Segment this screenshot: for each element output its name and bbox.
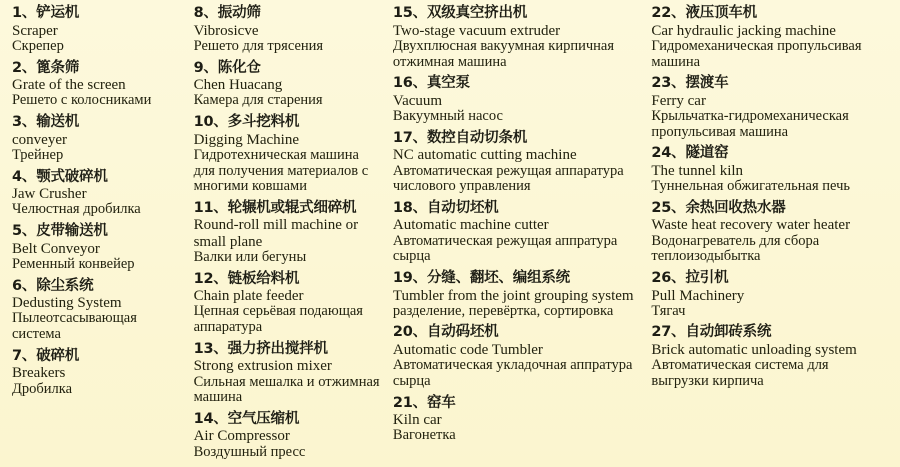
item-title-en: Round-roll mill machine or small plane: [193, 217, 362, 250]
item-title-ru: Решето для трясения: [193, 37, 324, 54]
list-item: [12, 349, 182, 398]
item-title-zh: 25、余热回收热水器: [651, 199, 786, 216]
list-item: [194, 61, 381, 110]
item-title-zh: 3、输送机: [12, 114, 80, 130]
list-item: [393, 76, 639, 125]
list-item: [393, 325, 639, 389]
item-title-zh: 5、皮带输送机: [12, 223, 108, 239]
item-title-ru: Вакуумный насос: [392, 108, 503, 124]
list-column-3: [387, 6, 645, 450]
list-item: [651, 271, 888, 320]
list-column-1: [6, 6, 188, 403]
list-item: [393, 6, 639, 70]
item-title-en: The tunnel kiln: [651, 162, 744, 179]
item-title-en: Ferry car: [651, 92, 706, 109]
list-column-2: [188, 6, 387, 466]
list-item: [12, 170, 182, 219]
item-title-ru: Автоматическая укладочная аппратура сырца: [392, 357, 637, 389]
item-title-zh: 22、液压顶车机: [651, 5, 757, 21]
item-title-en: Chain plate feeder: [193, 288, 304, 305]
item-title-zh: 8、振动筛: [193, 5, 261, 21]
item-title-zh: 2、篦条筛: [12, 59, 80, 76]
item-title-ru: Ременный конвейер: [12, 255, 135, 272]
item-title-zh: 4、颚式破碎机: [12, 168, 108, 185]
item-title-zh: 27、自动卸砖系统: [651, 324, 772, 341]
list-item: [193, 340, 384, 406]
item-title-zh: 15、双级真空挤出机: [392, 5, 528, 21]
item-title-zh: 9、陈化仓: [193, 59, 261, 76]
item-title-zh: 14、空气压缩机: [193, 410, 300, 427]
list-item: [651, 325, 888, 389]
item-title-ru: Скрепер: [12, 37, 64, 54]
list-item: [651, 146, 888, 195]
item-title-en: Automatic machine cutter: [392, 217, 549, 234]
item-title-ru: Валки или бегуны: [193, 248, 307, 265]
item-title-en: Tumbler from the joint grouping system: [392, 287, 634, 304]
list-item: [12, 6, 182, 55]
item-title-zh: 12、链板给料机: [193, 270, 300, 287]
item-title-en: Two-stage vacuum extruder: [392, 22, 561, 39]
item-title-en: Automatic code Tumbler: [392, 342, 543, 359]
list-item: [194, 201, 381, 266]
item-title-en: Strong extrusion mixer: [193, 358, 332, 375]
list-item: [194, 115, 381, 195]
item-title-en: conveyer: [12, 131, 67, 148]
list-item: [12, 224, 182, 273]
item-title-en: Grate of the screen: [12, 77, 126, 94]
item-title-zh: 16、真空泵: [392, 75, 470, 92]
list-item: [12, 115, 182, 164]
item-title-en: Chen Huacang: [193, 77, 283, 94]
item-title-en: Waste heat recovery water heater: [651, 217, 851, 234]
item-title-en: Dedusting System: [12, 295, 122, 312]
item-title-ru: Автоматическая система для выгрузки кирпича: [651, 357, 833, 389]
item-title-ru: Вагонетка: [392, 427, 456, 444]
item-title-zh: 11、轮辗机或辊式细碎机: [193, 199, 357, 216]
item-title-ru: Туннельная обжигательная печь: [651, 178, 850, 195]
item-title-en: NC automatic cutting machine: [392, 147, 577, 164]
list-item: [651, 201, 888, 265]
item-title-zh: 19、分缝、翻坯、编组系统: [392, 269, 570, 286]
item-title-zh: 10、多斗挖料机: [193, 114, 300, 130]
list-item: [393, 131, 639, 195]
item-title-ru: Крыльчатка-гидромеханическая пропульсивая машина: [651, 108, 853, 140]
list-item: [393, 396, 639, 445]
list-item: [12, 61, 182, 110]
list-item: [194, 272, 381, 336]
item-title-en: Pull Machinery: [651, 287, 745, 304]
item-title-en: Car hydraulic jacking machine: [651, 22, 836, 39]
item-title-en: Vacuum: [392, 92, 443, 109]
item-title-ru: Камера для старения: [193, 92, 323, 109]
item-title-ru: разделение, перевёртка, сортировка: [392, 302, 614, 319]
item-title-zh: 17、数控自动切条机: [392, 129, 528, 146]
item-title-ru: Гидромеханическая пропульсивая машина: [651, 37, 866, 70]
item-title-ru: Автоматическая режущая аппаратура числового управления: [392, 162, 628, 195]
item-title-ru: Пылеотсасывающая система: [12, 310, 141, 342]
item-title-en: Jaw Crusher: [12, 186, 87, 203]
item-title-zh: 23、摆渡车: [651, 75, 729, 92]
list-item: [194, 6, 381, 55]
item-title-ru: Сильная мешалка и отжимная машина: [193, 373, 384, 406]
item-title-ru: Трейнер: [12, 146, 64, 163]
list-item: [194, 412, 381, 461]
item-title-zh: 1、铲运机: [12, 5, 80, 21]
item-title-ru: Двухплюсная вакуумная кирпичная отжимная машина: [392, 37, 618, 70]
item-title-zh: 20、自动码坯机: [392, 324, 499, 341]
item-title-zh: 18、自动切坯机: [392, 199, 499, 216]
item-title-zh: 6、除尘系统: [12, 277, 94, 294]
list-item: [393, 201, 639, 265]
item-title-en: Air Compressor: [193, 428, 290, 445]
list-item: [651, 6, 888, 70]
item-title-ru: Решето с колосниками: [12, 92, 152, 109]
list-item: [12, 279, 182, 343]
item-title-en: Kiln car: [392, 412, 442, 429]
item-title-en: Vibrosicve: [193, 22, 259, 39]
item-title-ru: Гидротехническая машина для получения материалов с многими ковшами: [193, 146, 372, 195]
item-title-zh: 13、强力挤出搅拌机: [193, 340, 328, 357]
item-title-en: Belt Conveyor: [12, 240, 100, 257]
item-title-en: Brick automatic unloading system: [651, 342, 857, 359]
list-column-4: [645, 6, 894, 396]
item-title-ru: Водонагреватель для сбора теплоизодыбытка: [651, 232, 823, 265]
item-title-ru: Тягач: [651, 302, 686, 319]
item-title-ru: Цепная серьёвая подающая аппаратура: [193, 303, 367, 335]
item-title-ru: Дробилка: [12, 380, 73, 397]
list-item: [393, 271, 639, 320]
item-title-en: Scraper: [12, 22, 58, 39]
item-title-zh: 21、窑车: [392, 394, 456, 411]
item-title-ru: Автоматическая режущая аппратура сырца: [392, 232, 621, 265]
item-title-zh: 7、破碎机: [12, 347, 80, 364]
item-title-zh: 24、隧道窑: [651, 145, 729, 162]
item-title-zh: 26、拉引机: [651, 269, 729, 286]
item-title-ru: Челюстная дробилка: [12, 201, 141, 218]
item-title-en: Breakers: [12, 365, 66, 382]
item-title-en: Digging Machine: [193, 131, 299, 148]
item-title-ru: Воздушный пресс: [193, 443, 306, 460]
list-item: [651, 76, 888, 140]
